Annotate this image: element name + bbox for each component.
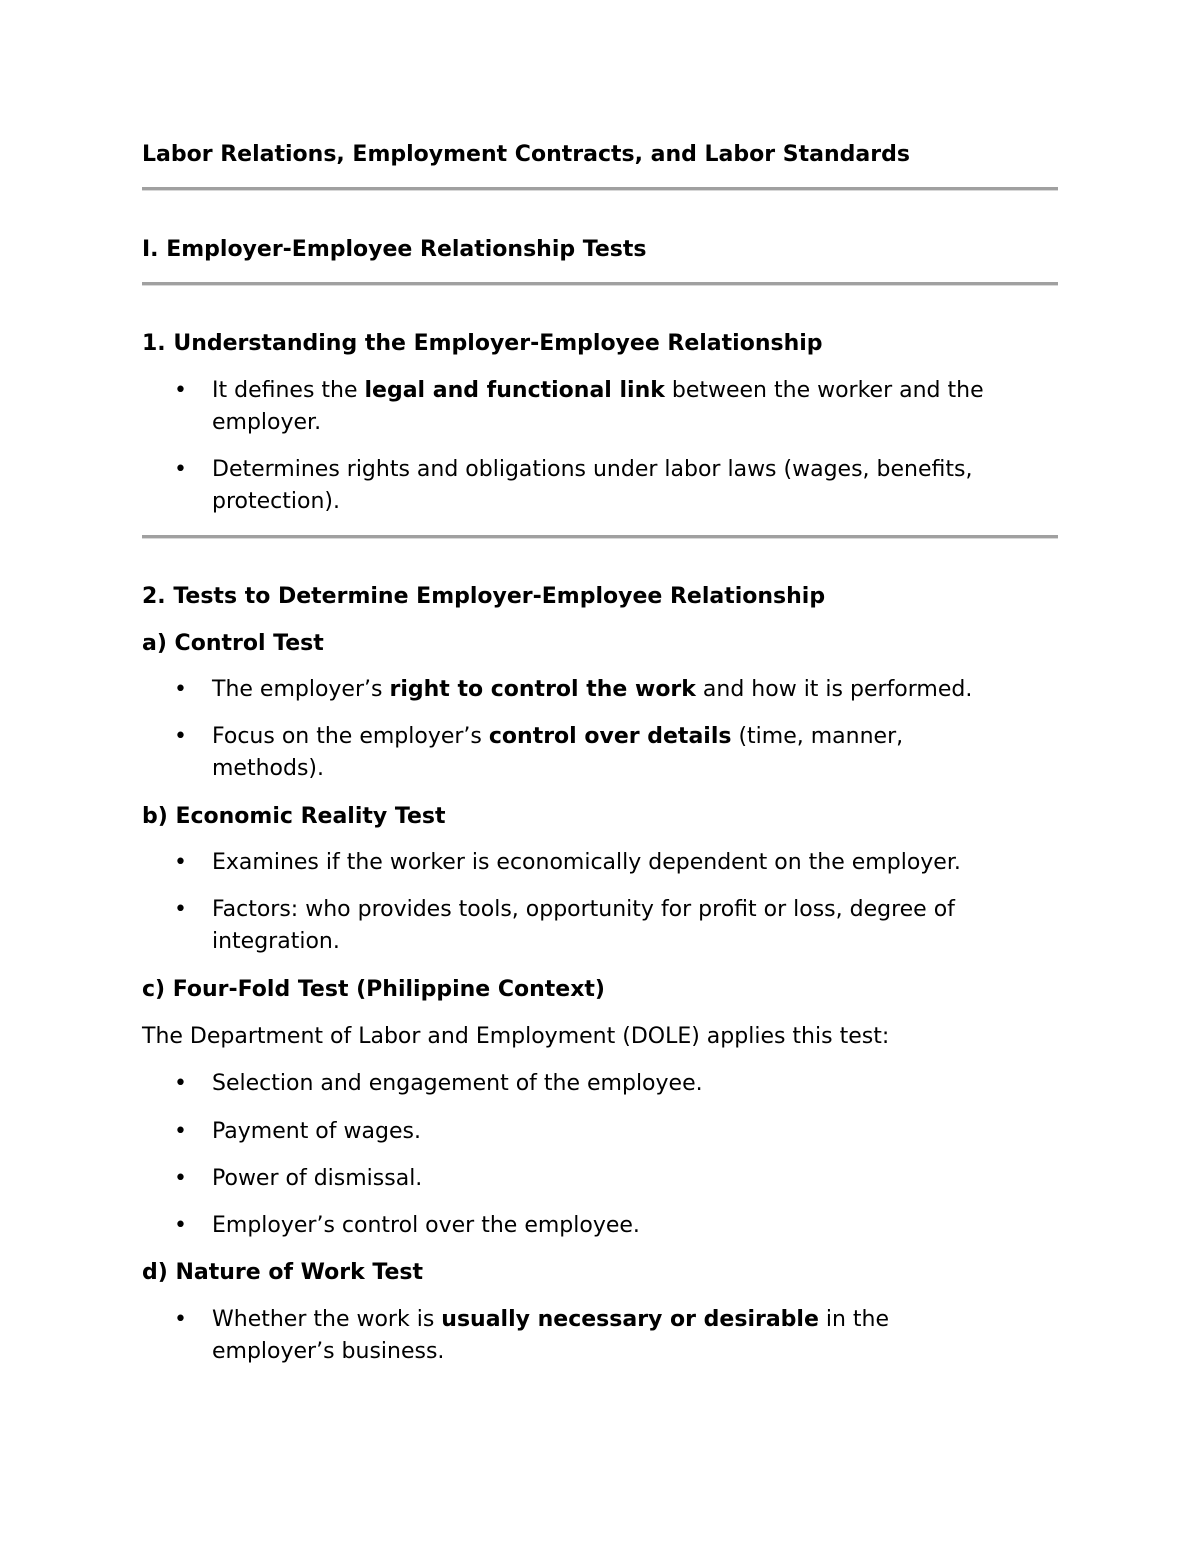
- bullet-icon: •: [174, 1166, 187, 1191]
- divider: [142, 187, 1058, 191]
- subsection-heading-d: d) Nature of Work Test: [142, 1260, 424, 1285]
- subsection-heading-a: a) Control Test: [142, 631, 324, 656]
- bullet-icon: •: [174, 897, 187, 922]
- bullet-icon: •: [174, 677, 187, 702]
- paragraph-intro: The Department of Labor and Employment (DOLE) applies this test:: [142, 1024, 890, 1049]
- divider: [142, 535, 1058, 539]
- bullet-icon: •: [174, 1307, 187, 1332]
- bullet-icon: •: [174, 1119, 187, 1144]
- section-heading-1: 1. Understanding the Employer-Employee Relationship: [142, 331, 823, 356]
- subsection-heading-b: b) Economic Reality Test: [142, 804, 446, 829]
- bullet-icon: •: [174, 378, 187, 403]
- bullet-icon: •: [174, 1071, 187, 1096]
- bullet-icon: •: [174, 1213, 187, 1238]
- section-heading-2: 2. Tests to Determine Employer-Employee Relationship: [142, 584, 826, 609]
- subsection-heading-c: c) Four-Fold Test (Philippine Context): [142, 977, 605, 1002]
- bullet-icon: •: [174, 457, 187, 482]
- divider: [142, 282, 1058, 286]
- bullet-icon: •: [174, 724, 187, 749]
- bullet-icon: •: [174, 850, 187, 875]
- section-heading-i: I. Employer-Employee Relationship Tests: [142, 237, 647, 262]
- document-title: Labor Relations, Employment Contracts, and Labor Standards: [142, 142, 910, 167]
